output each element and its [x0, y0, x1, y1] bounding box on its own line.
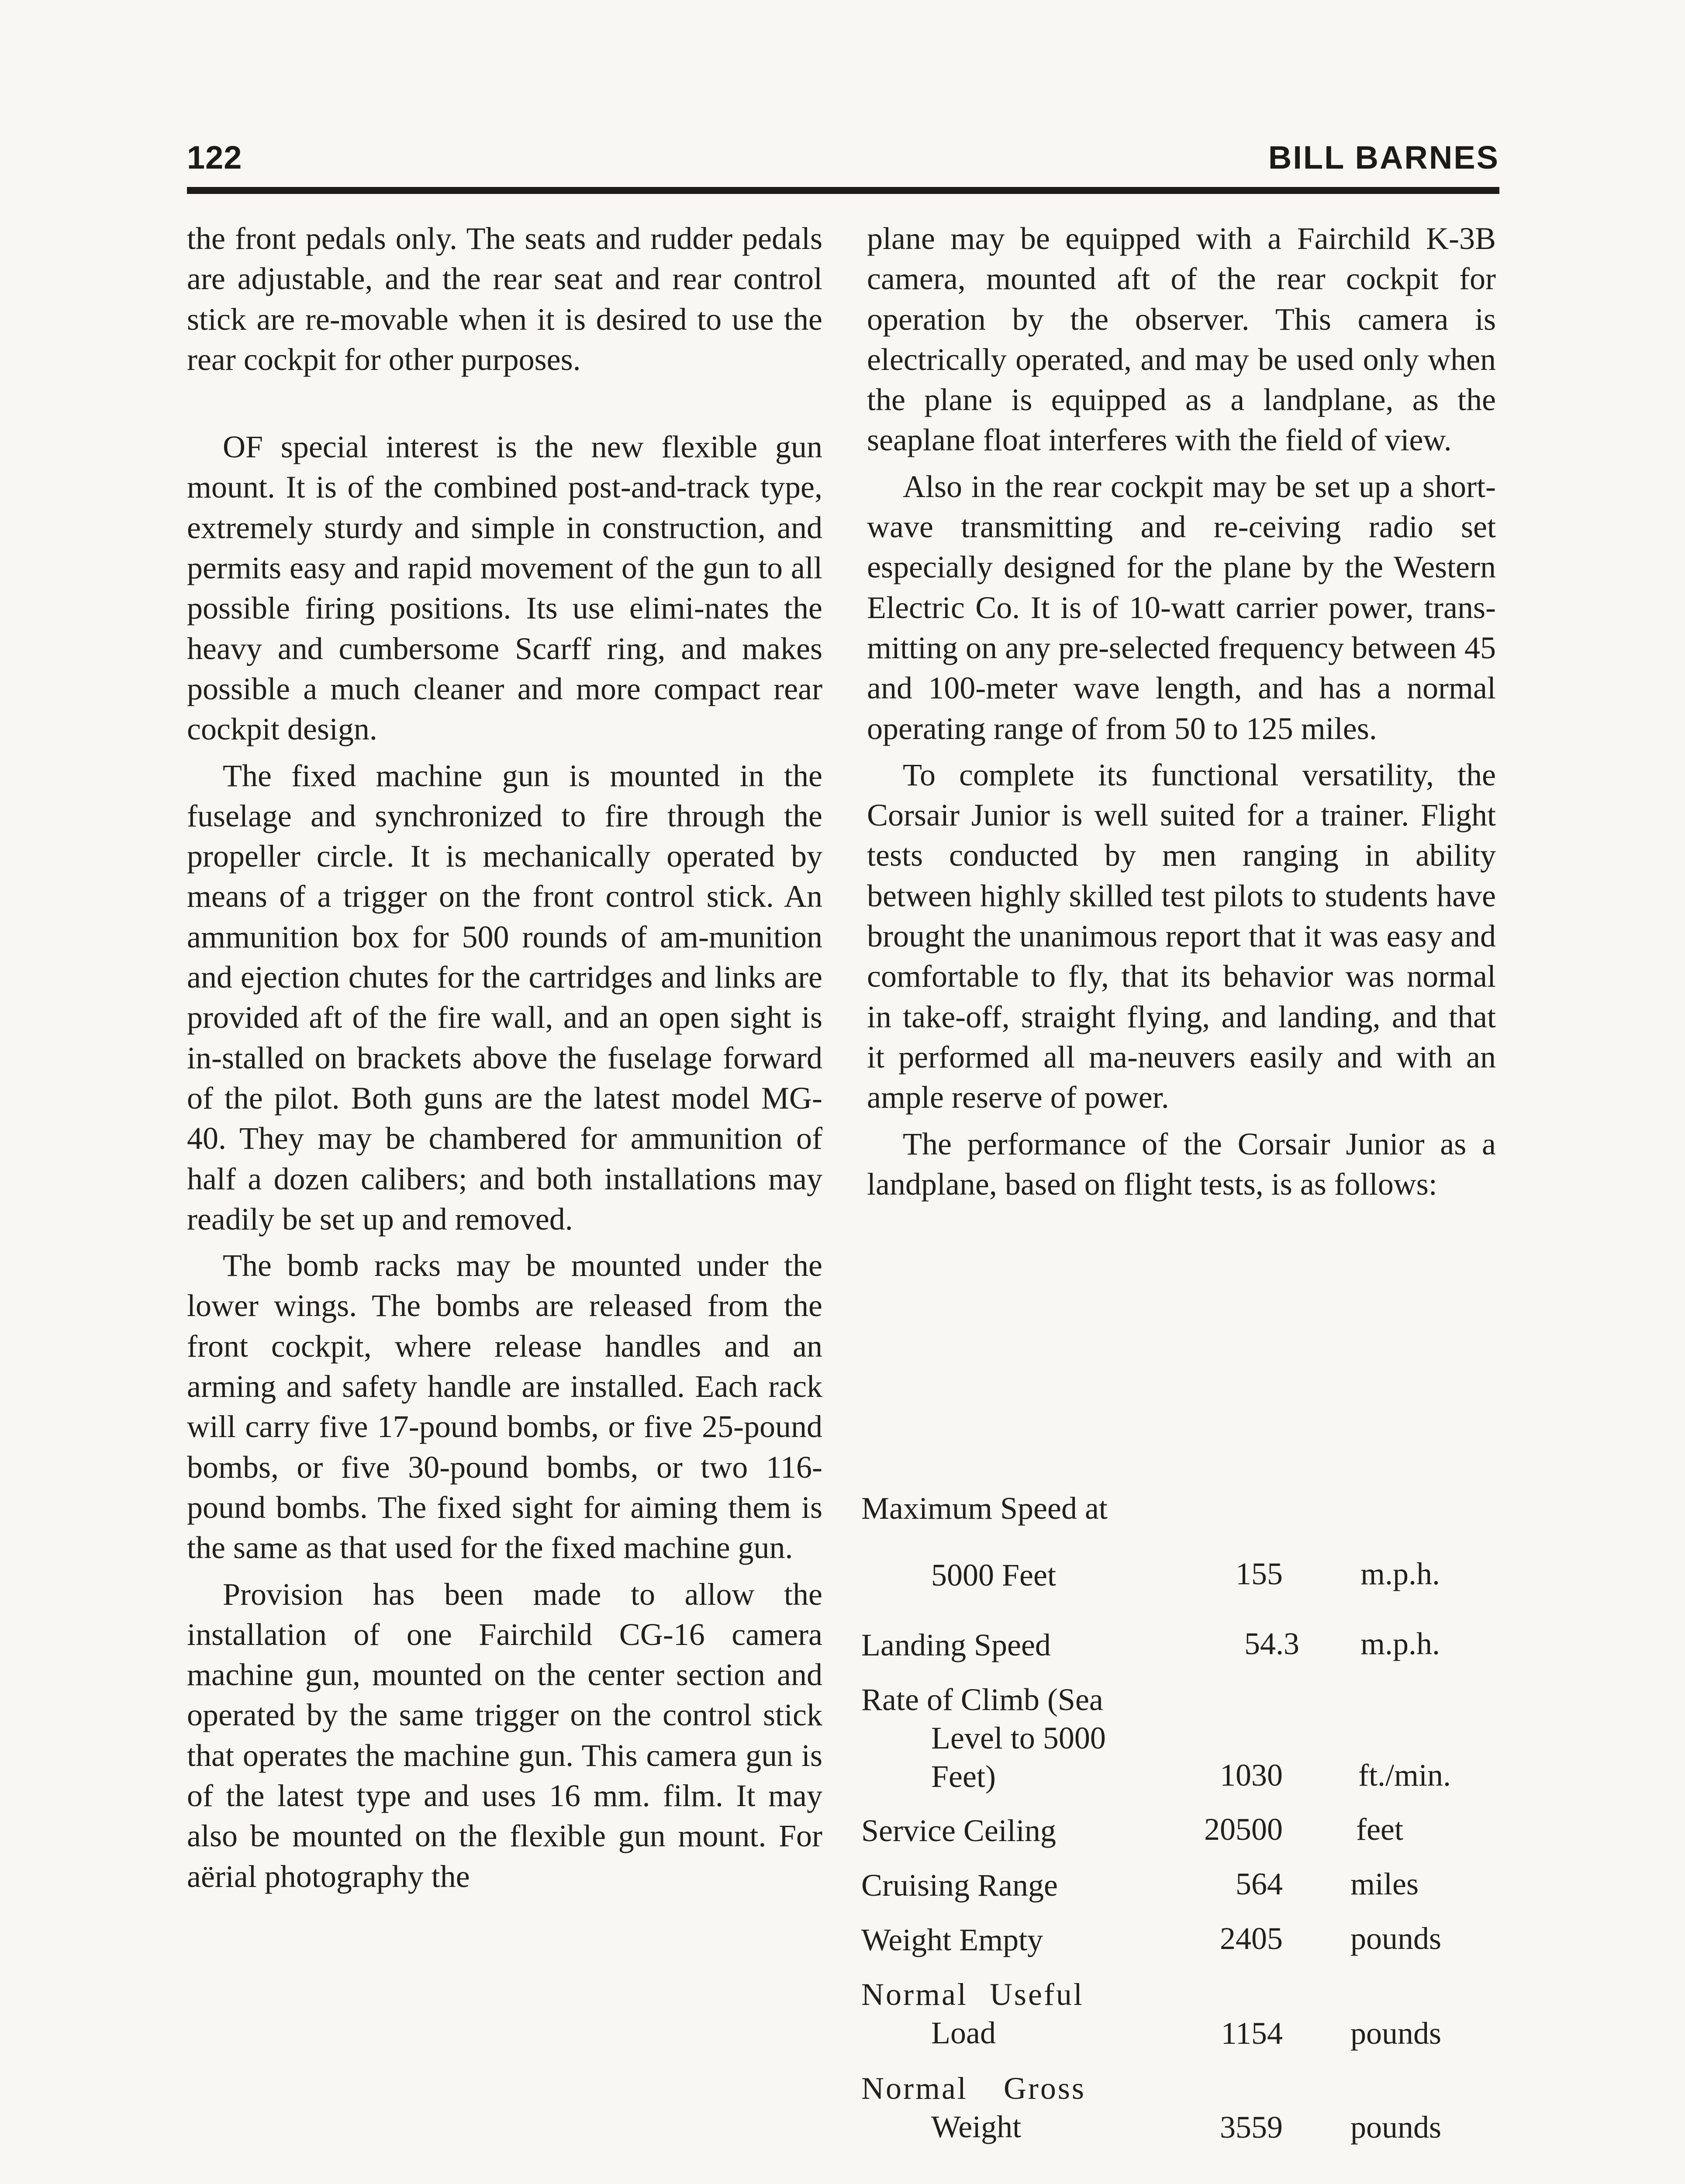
left-column — [187, 218, 822, 1897]
spec-value: 2405 — [1220, 1921, 1283, 1956]
right-column — [867, 218, 1496, 1204]
spec-unit: pounds — [1350, 2110, 1442, 2145]
page-number: 122 — [187, 139, 242, 176]
spec-label: Rate of Climb (Sea Level to 5000 Feet) — [861, 1682, 1106, 1794]
paragraph: The bomb racks may be mounted under the lower wings. The bombs are released from the front cockpit, where release handles and an arming and safety handle are installed. Each rack will carry five 17-pound bombs, or five 25-pound bombs, or five 30-pound bombs, or two 116-pound bombs. The fixed sight for aiming them is the same as that used for the fixed machine gun. — [187, 1248, 822, 1565]
spec-unit: ft./min. — [1358, 1758, 1451, 1793]
spec-label: Normal Useful Load — [861, 1977, 1084, 2050]
paragraph: the front pedals only. The seats and rudder pedals are adjustable, and the rear seat and rear control stick are re-movable when it is desired to use the rear cockpit for other purposes. — [187, 221, 822, 377]
spec-unit: pounds — [1350, 1921, 1442, 1956]
spec-unit: pounds — [1350, 2016, 1442, 2051]
specs-heading: Maximum Speed at — [861, 1491, 1108, 1526]
paragraph: To complete its functional versatility, the Corsair Junior is well suited for a trainer. Flight tests conducted by men ranging in ability between highly skilled test pilots to students have brought the unanimous report that it was easy and comfortable to fly, that its behavior was normal in take-off, straight flying, and landing, and that it performed all ma-neuvers easily and with an ample reserve of power. — [867, 757, 1496, 1115]
spec-label: Service Ceiling — [861, 1813, 1056, 1848]
paragraph: Also in the rear cockpit may be set up a short-wave transmitting and re-ceiving radio set especially designed for the plane by the Western Electric Co. It is of 10-watt carrier power, trans-mitting on any pre-selected frequency between 45 and 100-meter wave length, and has a normal operating range of from 50 to 125 miles. — [867, 469, 1496, 746]
spec-value: 1154 — [1221, 2016, 1283, 2051]
spec-value: 20500 — [1204, 1812, 1283, 1847]
spec-label: Weight Empty — [861, 1922, 1043, 1957]
spec-unit: feet — [1356, 1812, 1403, 1847]
paragraph: OF special interest is the new flexible gun mount. It is of the combined post-and-track type, extremely sturdy and simple in construction, and permits easy and rapid movement of the gun to all possible firing positions. Its use elimi-nates the heavy and cumbersome Scarff ring, and makes possible a much cleaner and more compact rear cockpit design. — [187, 429, 822, 747]
spec-value: 54.3 — [1244, 1626, 1299, 1661]
paragraph: The fixed machine gun is mounted in the fuselage and synchronized to fire through the propeller circle. It is mechanically operated by means of a trigger on the front control stick. An ammunition box for 500 rounds of am-munition and ejection chutes for the cartridges and links are provided aft of the fire wall, and an open sight is in-stalled on brackets above the fuselage forward of the pilot. Both guns are the latest model MG-40. They may be chambered for ammunition of half a dozen calibers; and both installations may readily be set up and removed. — [187, 758, 822, 1237]
spec-value: 3559 — [1220, 2110, 1283, 2145]
spec-value: 1030 — [1220, 1758, 1283, 1793]
spec-label: 5000 Feet — [931, 1558, 1056, 1593]
paragraph: plane may be equipped with a Fairchild K-3B camera, mounted aft of the rear cockpit for operation by the observer. This camera is electrically operated, and may be used only when the plane is equipped as a landplane, as the seaplane float interferes with the field of view. — [867, 221, 1496, 458]
spec-label: Cruising Range — [861, 1868, 1058, 1903]
spec-unit: miles — [1350, 1866, 1419, 1901]
page-header — [187, 139, 1499, 178]
header-rule — [187, 187, 1499, 194]
spec-label: Landing Speed — [861, 1628, 1051, 1662]
spec-value: 564 — [1236, 1866, 1283, 1901]
spec-unit: m.p.h. — [1360, 1556, 1440, 1591]
spec-value: 155 — [1236, 1556, 1283, 1591]
paragraph: Provision has been made to allow the installation of one Fairchild CG-16 camera machine gun, mounted on the center section and operated by the same trigger on the control stick that operates the machine gun. This camera gun is of the latest type and uses 16 mm. film. It may also be mounted on the flexible gun mount. For aërial photography the — [187, 1576, 822, 1894]
running-head: BILL BARNES — [1268, 139, 1499, 176]
paragraph: The performance of the Corsair Junior as a landplane, based on flight tests, is as follows: — [867, 1126, 1496, 1202]
spec-unit: m.p.h. — [1360, 1626, 1440, 1661]
spec-label: Normal Gross Weight — [861, 2071, 1086, 2144]
